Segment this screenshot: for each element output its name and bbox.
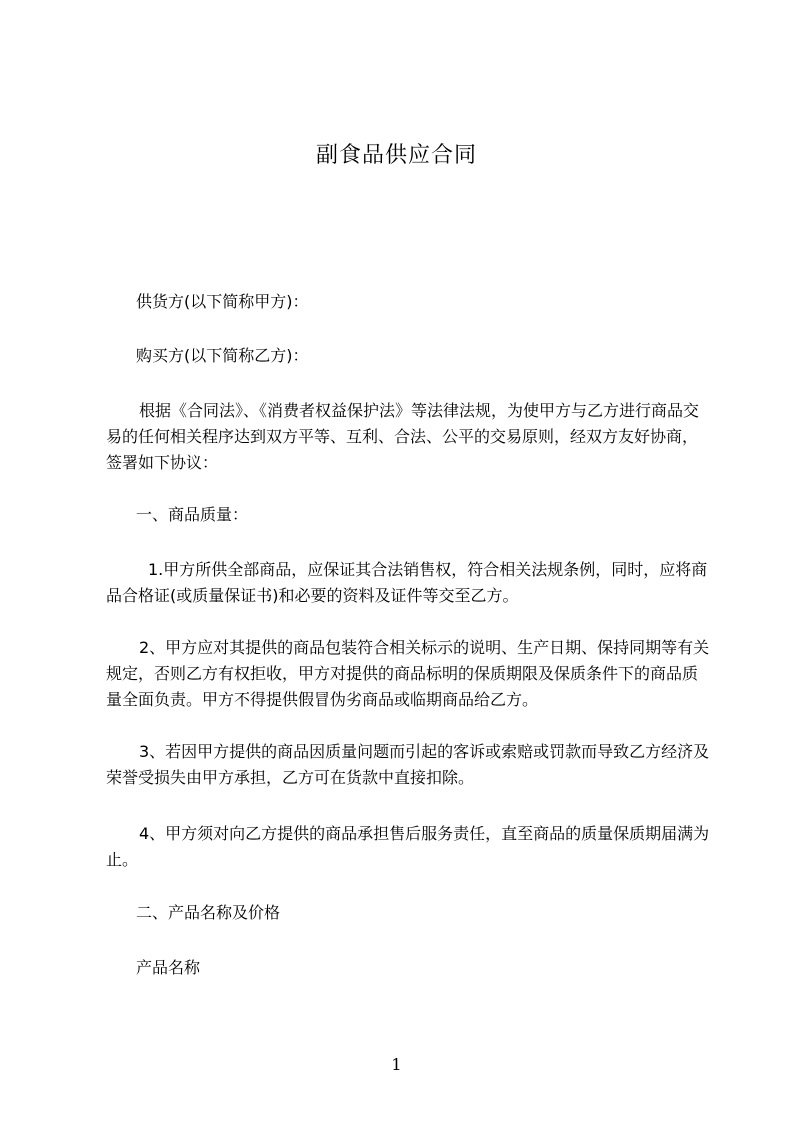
page-number: 1: [391, 1055, 402, 1074]
clause-line: 规定，否则乙方有权拒收，甲方对提供的商品标明的保质期限及保质条件下的商品质: [106, 664, 699, 683]
product-name-label: 产品名称: [136, 958, 201, 977]
clause-line: 荣誉受损失由甲方承担，乙方可在货款中直接扣除。: [106, 768, 475, 787]
section1-heading: 一、商品质量：: [136, 505, 249, 524]
clause-line: 3、若因甲方提供的商品因质量问题而引起的客诉或索赔或罚款而导致乙方经济及: [139, 742, 710, 761]
clause-line: 止。: [106, 850, 139, 869]
buyer-label: 购买方(以下简称乙方)：: [136, 346, 309, 365]
intro-line: 签署如下协议：: [106, 453, 219, 472]
clause-line: 品合格证(或质量保证书)和必要的资料及证件等交至乙方。: [106, 586, 519, 605]
clause-line: 2、甲方应对其提供的商品包装符合相关标示的说明、生产日期、保持同期等有关: [139, 638, 710, 657]
clause-line: 1.甲方所供全部商品，应保证其合法销售权，符合相关法规条例，同时，应将商: [148, 560, 708, 579]
section2-heading: 二、产品名称及价格: [136, 903, 281, 922]
supplier-label: 供货方(以下简称甲方)：: [136, 292, 309, 311]
clause-line: 量全面负责。甲方不得提供假冒伪劣商品或临期商品给乙方。: [106, 690, 539, 709]
clause-line: 4、甲方须对向乙方提供的商品承担售后服务责任，直至商品的质量保质期届满为: [139, 824, 710, 843]
intro-line: 易的任何相关程序达到双方平等、互利、合法、公平的交易原则，经双方友好协商，: [106, 427, 699, 446]
intro-line: 根据《合同法》、《消费者权益保护法》等法律法规，为使甲方与乙方进行商品交: [139, 401, 700, 420]
document-title: 副食品供应合同: [315, 143, 477, 168]
